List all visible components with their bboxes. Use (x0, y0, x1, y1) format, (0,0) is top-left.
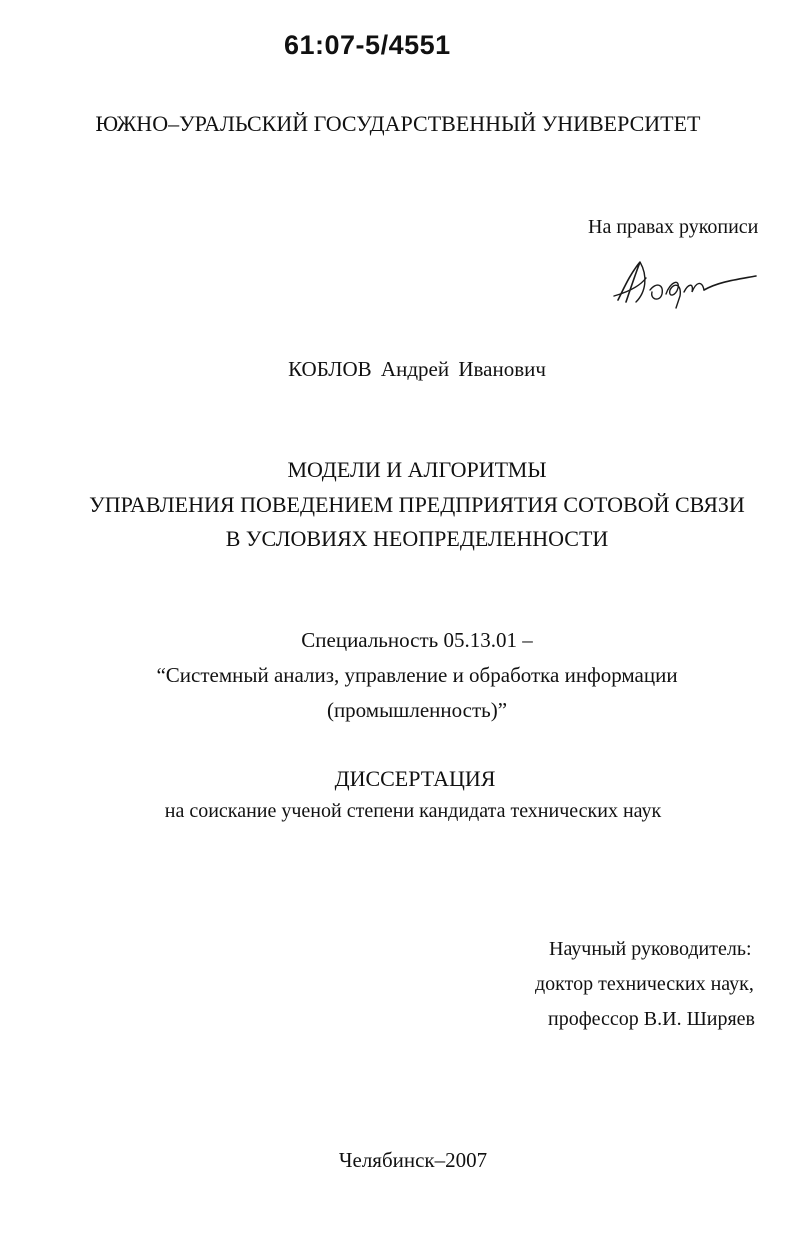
dissertation-title-line-1: МОДЕЛИ И АЛГОРИТМЫ (287, 457, 547, 482)
advisor-degree: доктор технических наук, (535, 973, 754, 995)
specialty-line-2: “Системный анализ, управление и обработка информации (156, 663, 678, 687)
specialty-line-3: (промышленность)” (326, 698, 508, 722)
dissertation-title-line-2: УПРАВЛЕНИЯ ПОВЕДЕНИЕМ ПРЕДПРИЯТИЯ СОТОВОЙ СВЯЗИ (89, 492, 745, 517)
manuscript-rights-note: На правах рукописи (588, 216, 759, 238)
dissertation-label: ДИССЕРТАЦИЯ (334, 766, 496, 791)
dissertation-title-line-3: В УСЛОВИЯХ НЕОПРЕДЕЛЕННОСТИ (225, 526, 609, 551)
city-year: Челябинск–2007 (338, 1148, 488, 1172)
specialty-line-1: Специальность 05.13.01 – (301, 628, 533, 652)
advisor-name: профессор В.И. Ширяев (548, 1008, 755, 1030)
handwritten-signature (610, 252, 760, 312)
library-code: 61:07-5/4551 (284, 30, 451, 60)
author-name: КОБЛОВ Андрей Иванович (288, 357, 546, 381)
degree-line: на соискание ученой степени кандидата технических наук (164, 800, 662, 822)
advisor-heading: Научный руководитель: (549, 938, 752, 960)
university-name: ЮЖНО–УРАЛЬСКИЙ ГОСУДАРСТВЕННЫЙ УНИВЕРСИТЕТ (95, 111, 701, 136)
